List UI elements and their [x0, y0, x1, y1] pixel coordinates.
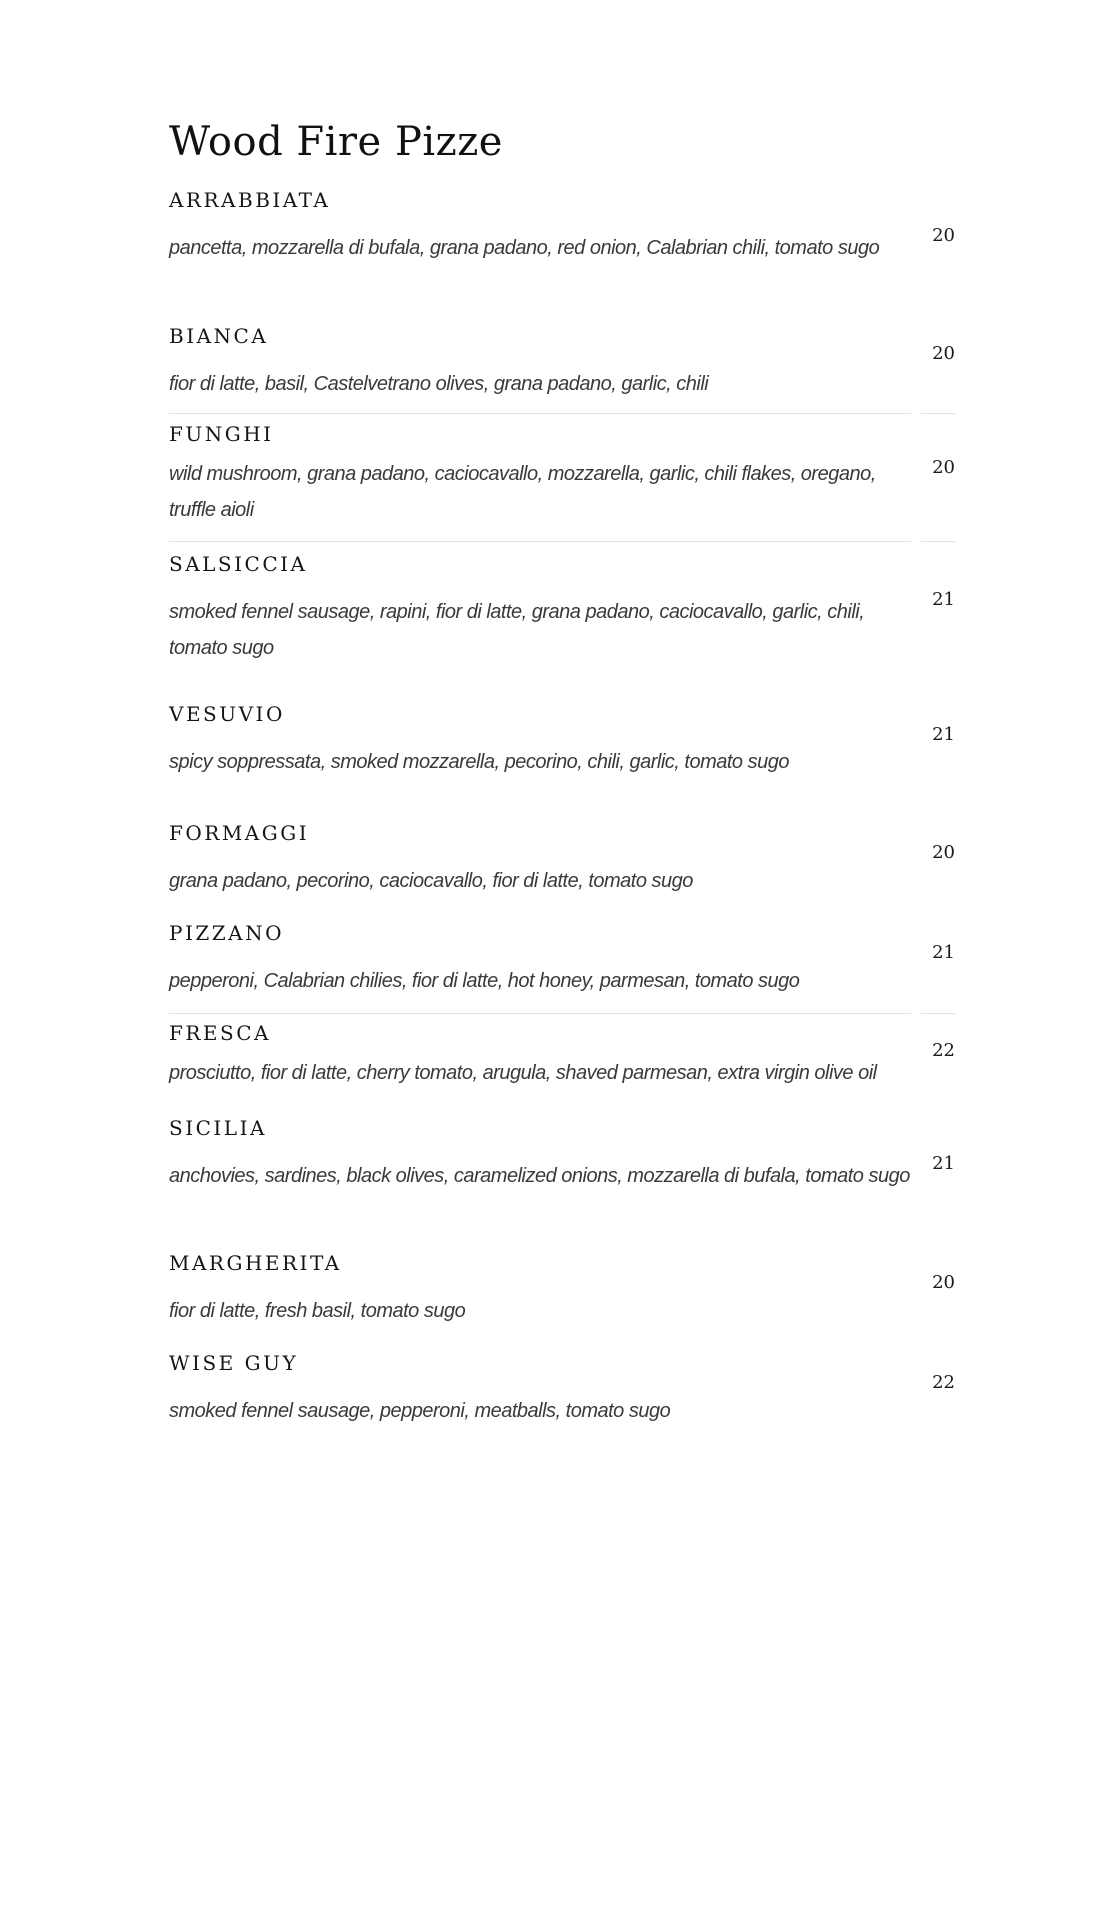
item-price: 20 — [932, 343, 955, 364]
item-name: WISE GUY — [169, 1351, 299, 1375]
item-price: 21 — [932, 1153, 955, 1174]
item-description: prosciutto, fior di latte, cherry tomato, arugula, shaved parmesan, extra virgin olive oil — [169, 1062, 877, 1084]
item-description: pancetta, mozzarella di bufala, grana padano, red onion, Calabrian chili, tomato sugo — [169, 237, 880, 259]
item-name: VESUVIO — [169, 702, 285, 726]
item-description: smoked fennel sausage, rapini, fior di latte, grana padano, caciocavallo, garlic, chili, tomato sugo — [169, 601, 865, 659]
divider — [169, 1013, 955, 1014]
divider-segment — [921, 413, 955, 414]
item-description: smoked fennel sausage, pepperoni, meatballs, tomato sugo — [169, 1400, 671, 1422]
item-price: 20 — [932, 842, 955, 863]
item-price: 21 — [932, 589, 955, 610]
item-name: FORMAGGI — [169, 821, 310, 845]
divider-segment — [169, 413, 911, 414]
item-price: 22 — [932, 1372, 955, 1393]
item-name: SICILIA — [169, 1116, 267, 1140]
menu-item-wise-guy — [169, 1349, 955, 1429]
menu-item-salsiccia — [169, 550, 955, 662]
item-name: PIZZANO — [169, 921, 284, 945]
menu-item-arrabbiata — [169, 186, 955, 298]
item-price: 20 — [932, 457, 955, 478]
item-name: MARGHERITA — [169, 1251, 342, 1275]
item-name: FUNGHI — [169, 422, 274, 446]
item-price: 20 — [932, 225, 955, 246]
menu-item-formaggi — [169, 819, 955, 899]
item-description: wild mushroom, grana padano, caciocavallo, mozzarella, garlic, chili flakes, oregano, truffle aioli — [169, 463, 876, 521]
item-description: fior di latte, fresh basil, tomato sugo — [169, 1300, 466, 1322]
item-description: pepperoni, Calabrian chilies, fior di latte, hot honey, parmesan, tomato sugo — [169, 970, 800, 992]
item-name: BIANCA — [169, 324, 269, 348]
menu-item-vesuvio — [169, 700, 955, 780]
item-price: 21 — [932, 942, 955, 963]
divider — [169, 413, 955, 414]
item-name: SALSICCIA — [169, 552, 308, 576]
item-price: 21 — [932, 724, 955, 745]
item-description: anchovies, sardines, black olives, caramelized onions, mozzarella di bufala, tomato sugo — [169, 1165, 910, 1187]
item-name: FRESCA — [169, 1021, 271, 1045]
menu-item-margherita — [169, 1249, 955, 1329]
item-price: 22 — [932, 1040, 955, 1061]
divider-segment — [169, 1013, 911, 1014]
menu-item-fresca — [169, 1019, 955, 1095]
divider — [169, 541, 955, 542]
item-description: fior di latte, basil, Castelvetrano olives, grana padano, garlic, chili — [169, 373, 709, 395]
item-description: spicy soppressata, smoked mozzarella, pecorino, chili, garlic, tomato sugo — [169, 751, 789, 773]
menu-item-pizzano — [169, 919, 955, 999]
menu-title: Wood Fire Pizze — [169, 119, 503, 165]
item-description: grana padano, pecorino, caciocavallo, fior di latte, tomato sugo — [169, 870, 693, 892]
item-price: 20 — [932, 1272, 955, 1293]
divider-segment — [169, 541, 911, 542]
divider-segment — [921, 541, 955, 542]
divider-segment — [921, 1013, 955, 1014]
menu-item-funghi — [169, 420, 955, 530]
item-name: ARRABBIATA — [169, 188, 331, 212]
menu-item-bianca — [169, 322, 955, 410]
menu-item-sicilia — [169, 1114, 955, 1226]
